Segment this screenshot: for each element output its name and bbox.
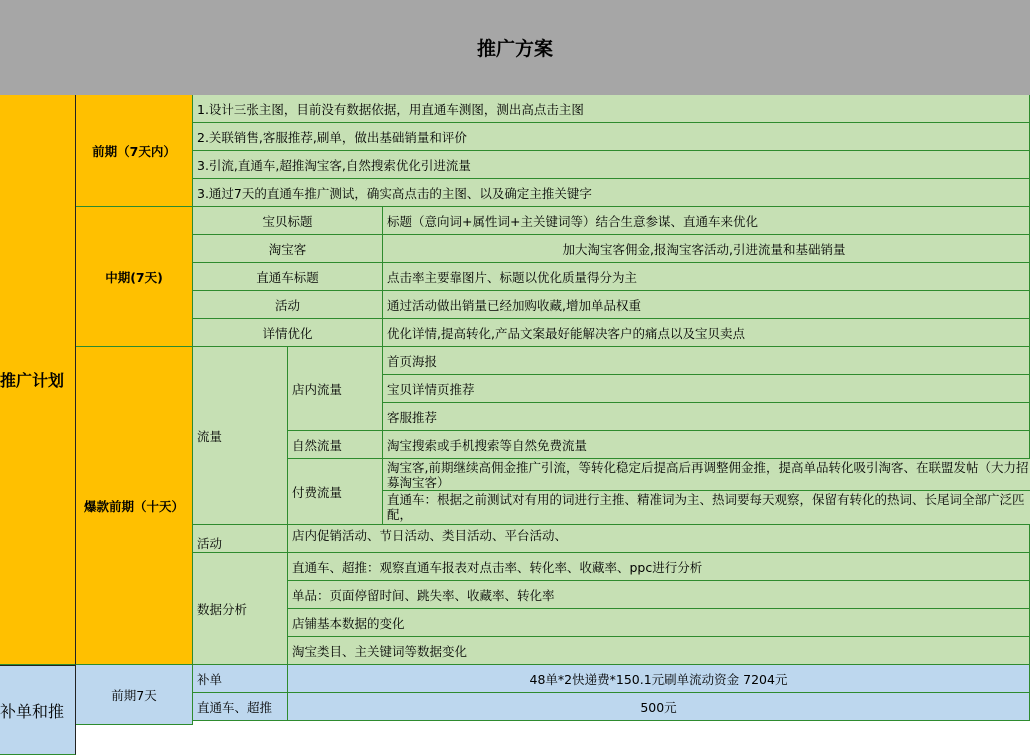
early-item[interactable]: 3.通过7天的直通车推广测试，确实高点击的主图、以及确定主推关键字 <box>193 179 1030 207</box>
analysis-item[interactable]: 店铺基本数据的变化 <box>288 609 1030 637</box>
paid-traffic-item[interactable]: 直通车：根据之前测试对有用的词进行主推、精准词为主、热词要每天观察，保留有转化的热词、长尾词全部广泛匹配， <box>383 491 1030 525</box>
budget-phase-label[interactable]: 前期7天 <box>76 665 193 725</box>
mid-value[interactable]: 通过活动做出销量已经加购收藏,增加单品权重 <box>383 291 1030 319</box>
analysis-item[interactable]: 淘宝类目、主关键词等数据变化 <box>288 637 1030 665</box>
store-traffic-item[interactable]: 首页海报 <box>383 347 1030 375</box>
paid-traffic-item[interactable]: 淘宝客,前期继续高佣金推广引流，等转化稳定后提高后再调整佣金推，提高单品转化吸引淘客、在联盟发帖（大力招募淘宝客） <box>383 459 1030 491</box>
early-phase-label[interactable]: 前期（7天内） <box>76 95 193 207</box>
paid-traffic-label[interactable]: 付费流量 <box>288 459 383 525</box>
mid-value[interactable]: 加大淘宝客佣金,报淘宝客活动,引进流量和基础销量 <box>383 235 1030 263</box>
activity-label[interactable]: 活动 <box>193 525 288 553</box>
early-item[interactable]: 3.引流,直通车,超推淘宝客,自然搜索优化引进流量 <box>193 151 1030 179</box>
mid-key[interactable]: 淘宝客 <box>193 235 383 263</box>
mid-value[interactable]: 优化详情,提高转化,产品文案最好能解决客户的痛点以及宝贝卖点 <box>383 319 1030 347</box>
analysis-item[interactable]: 直通车、超推：观察直通车报表对点击率、转化率、收藏率、ppc进行分析 <box>288 553 1030 581</box>
budget-key[interactable]: 直通车、超推 <box>193 693 288 721</box>
early-item[interactable]: 1.设计三张主图，目前没有数据依据，用直通车测图，测出高点击主图 <box>193 95 1030 123</box>
store-traffic-item[interactable]: 客服推荐 <box>383 403 1030 431</box>
mid-key[interactable]: 直通车标题 <box>193 263 383 291</box>
sheet-title: 推广方案 <box>0 0 1030 96</box>
burst-phase-label[interactable]: 爆款前期（十天） <box>76 347 193 665</box>
mid-value[interactable]: 点击率主要靠图片、标题以优化质量得分为主 <box>383 263 1030 291</box>
natural-traffic-value[interactable]: 淘宝搜索或手机搜索等自然免费流量 <box>383 431 1030 459</box>
mid-key[interactable]: 宝贝标题 <box>193 207 383 235</box>
mid-phase-label[interactable]: 中期(7天) <box>76 207 193 347</box>
natural-traffic-label[interactable]: 自然流量 <box>288 431 383 459</box>
budget-value[interactable]: 48单*2快递费*150.1元刷单流动资金 7204元 <box>288 665 1030 693</box>
store-traffic-item[interactable]: 宝贝详情页推荐 <box>383 375 1030 403</box>
plan-label[interactable]: 推广计划 <box>0 95 76 665</box>
budget-value[interactable]: 500元 <box>288 693 1030 721</box>
mid-key[interactable]: 活动 <box>193 291 383 319</box>
budget-label[interactable]: 补单和推 <box>0 665 76 755</box>
early-item[interactable]: 2.关联销售,客服推荐,刷单，做出基础销量和评价 <box>193 123 1030 151</box>
activity-value[interactable]: 店内促销活动、节日活动、类目活动、平台活动、 <box>288 525 1030 553</box>
analysis-item[interactable]: 单品：页面停留时间、跳失率、收藏率、转化率 <box>288 581 1030 609</box>
traffic-label[interactable]: 流量 <box>193 347 288 525</box>
mid-key[interactable]: 详情优化 <box>193 319 383 347</box>
store-traffic-label[interactable]: 店内流量 <box>288 347 383 431</box>
budget-key[interactable]: 补单 <box>193 665 288 693</box>
analysis-label[interactable]: 数据分析 <box>193 553 288 665</box>
mid-value[interactable]: 标题（意向词+属性词+主关键词等）结合生意参谋、直通车来优化 <box>383 207 1030 235</box>
